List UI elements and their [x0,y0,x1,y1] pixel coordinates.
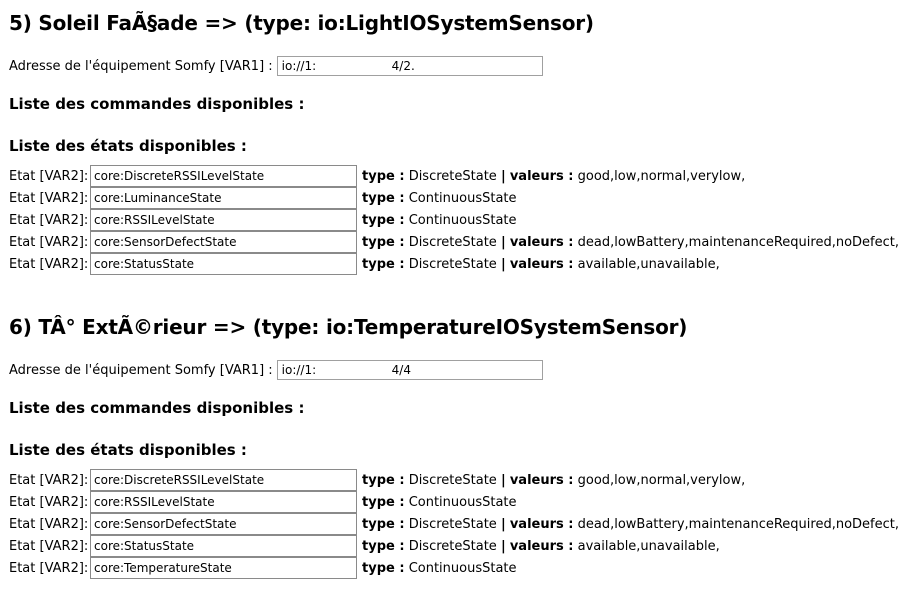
values-label: valeurs : [509,256,574,272]
state-input[interactable]: core:DiscreteRSSILevelState [90,469,357,491]
state-values: good,low,normal,verylow, [577,168,746,184]
state-info [362,213,517,228]
state-row [9,209,899,231]
states-heading: Liste des états disponibles : [9,137,247,155]
type-label: type : [362,538,405,554]
state-row [9,231,899,253]
state-row [9,165,899,187]
state-info [362,191,517,206]
state-label: Etat [VAR2]: [9,538,89,554]
values-label: valeurs : [509,538,574,554]
states-list [9,469,899,579]
state-input[interactable]: core:StatusState [90,535,357,557]
state-input[interactable]: core:RSSILevelState [90,491,357,513]
state-label: Etat [VAR2]: [9,256,89,272]
state-row [9,535,899,557]
device-section-6 [9,312,899,579]
state-info [362,495,517,510]
type-label: type : [362,516,405,532]
state-label: Etat [VAR2]: [9,212,89,228]
state-input[interactable]: core:SensorDefectState [90,513,357,535]
state-input[interactable]: core:LuminanceState [90,187,357,209]
state-type: DiscreteState [408,472,497,488]
state-label: Etat [VAR2]: [9,472,89,488]
commands-heading: Liste des commandes disponibles : [9,399,305,417]
address-row [9,54,899,78]
type-label: type : [362,190,405,206]
type-label: type : [362,234,405,250]
state-values: good,low,normal,verylow, [577,472,746,488]
state-info [362,257,720,272]
state-label: Etat [VAR2]: [9,190,89,206]
address-label: Adresse de l'équipement Somfy [VAR1] : [9,58,273,74]
states-heading: Liste des états disponibles : [9,441,247,459]
state-input[interactable]: core:RSSILevelState [90,209,357,231]
state-label: Etat [VAR2]: [9,516,89,532]
values-label: valeurs : [509,234,574,250]
separator: | [500,538,506,554]
state-values: available,unavailable, [577,538,720,554]
address-input[interactable] [277,360,543,380]
separator: | [500,168,506,184]
state-values: dead,lowBattery,maintenanceRequired,noDefect, [577,516,899,532]
state-label: Etat [VAR2]: [9,560,89,576]
state-type: ContinuousState [408,560,517,576]
state-row [9,557,899,579]
values-label: valeurs : [509,472,574,488]
state-type: ContinuousState [408,212,517,228]
state-row [9,253,899,275]
state-row [9,187,899,209]
state-type: DiscreteState [408,538,497,554]
separator: | [500,256,506,272]
values-label: valeurs : [509,516,574,532]
state-input[interactable]: core:SensorDefectState [90,231,357,253]
commands-heading: Liste des commandes disponibles : [9,95,305,113]
state-label: Etat [VAR2]: [9,168,89,184]
type-label: type : [362,494,405,510]
state-label: Etat [VAR2]: [9,494,89,510]
state-info [362,561,517,576]
address-row [9,358,899,382]
device-title: 5) Soleil FaÃ§ade => (type: io:LightIOSystemSensor) [9,11,594,35]
values-label: valeurs : [509,168,574,184]
state-type: ContinuousState [408,190,517,206]
separator: | [500,516,506,532]
type-label: type : [362,256,405,272]
state-row [9,491,899,513]
type-label: type : [362,212,405,228]
state-info [362,473,745,488]
state-info [362,169,745,184]
device-title: 6) TÂ° ExtÃ©rieur => (type: io:TemperatureIOSystemSensor) [9,315,688,339]
separator: | [500,472,506,488]
address-value-end: 4/4 [391,363,411,377]
state-type: ContinuousState [408,494,517,510]
separator: | [500,234,506,250]
address-value-start: io://1: [281,59,317,73]
state-info [362,539,720,554]
address-label: Adresse de l'équipement Somfy [VAR1] : [9,362,273,378]
address-value-start: io://1: [281,363,317,377]
state-type: DiscreteState [408,256,497,272]
state-info [362,235,899,250]
state-info [362,517,899,532]
address-input[interactable] [277,56,543,76]
state-row [9,469,899,491]
device-section-5 [9,8,899,275]
address-value-end: 4/2. [391,59,415,73]
state-input[interactable]: core:StatusState [90,253,357,275]
state-input[interactable]: core:TemperatureState [90,557,357,579]
states-list [9,165,899,275]
type-label: type : [362,560,405,576]
state-label: Etat [VAR2]: [9,234,89,250]
state-type: DiscreteState [408,516,497,532]
state-type: DiscreteState [408,168,497,184]
state-values: dead,lowBattery,maintenanceRequired,noDefect, [577,234,899,250]
state-row [9,513,899,535]
state-type: DiscreteState [408,234,497,250]
type-label: type : [362,168,405,184]
state-values: available,unavailable, [577,256,720,272]
state-input[interactable]: core:DiscreteRSSILevelState [90,165,357,187]
type-label: type : [362,472,405,488]
